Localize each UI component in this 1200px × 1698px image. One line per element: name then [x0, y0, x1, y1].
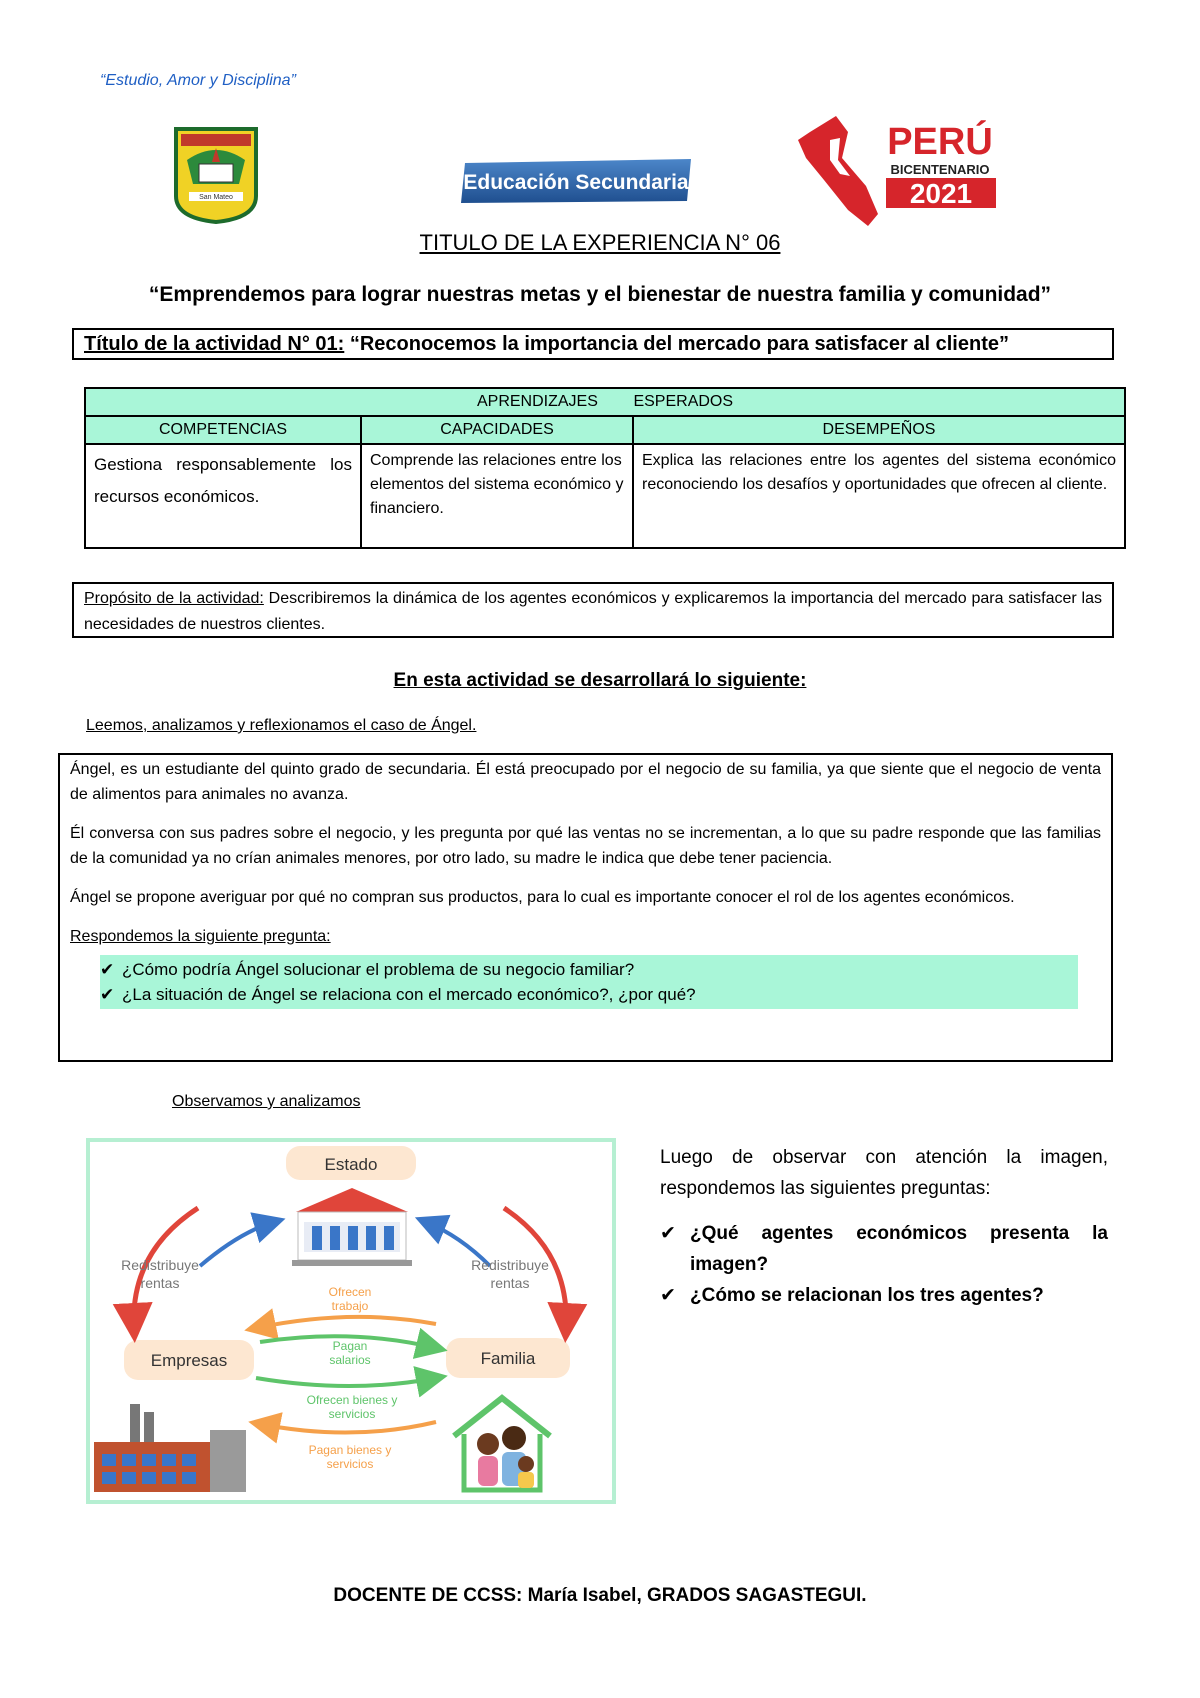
education-banner-text: Educación Secundaria: [463, 171, 689, 194]
observe-heading: Observamos y analizamos: [172, 1093, 361, 1110]
case-paragraph: Ángel, es un estudiante del quinto grado de secundaria. Él está preocupado por el negocio de su familia, ya que siente que el negocio de venta de alimentos para animales no avanza.: [70, 761, 1101, 803]
family-label: Familia: [480, 1349, 536, 1368]
purpose-label: Propósito de la actividad:: [84, 590, 264, 607]
learning-table: [84, 387, 1126, 549]
school-crest-logo: [173, 126, 259, 224]
pay-goods-label: Pagan bienes y: [308, 1443, 392, 1457]
question-heading: Respondemos la siguiente pregunta:: [70, 928, 331, 945]
question-item: ✔ ¿Cómo podría Ángel solucionar el problema de su negocio familiar?: [100, 957, 1078, 982]
pay-wages-label: Pagan: [332, 1339, 368, 1353]
cell-competencia: Gestiona responsablemente los recursos económicos.: [85, 444, 361, 548]
check-icon: ✔: [660, 1223, 676, 1244]
column-header-competencias: COMPETENCIAS: [85, 416, 361, 444]
svg-text:servicios: servicios: [328, 1407, 376, 1421]
redistribute-right-label: Redistribuye: [471, 1257, 549, 1273]
peru-title-text: PERÚ: [887, 121, 993, 163]
learning-table-header: APRENDIZAJES ESPERADOS: [85, 388, 1125, 416]
activity-label: Título de la actividad N° 01:: [84, 333, 345, 355]
case-heading: Leemos, analizamos y reflexionamos el caso de Ángel.: [86, 717, 477, 734]
peru-year-text: 2021: [909, 178, 973, 209]
crest-text: San Mateo: [199, 194, 233, 201]
experience-title: TITULO DE LA EXPERIENCIA N° 06: [419, 230, 781, 255]
redistribute-left-label: Redistribuye: [121, 1257, 199, 1273]
cell-capacidad: Comprende las relaciones entre los elementos del sistema económico y financiero.: [361, 444, 633, 548]
arrow-offer-goods: [256, 1378, 436, 1386]
check-icon: ✔: [100, 960, 115, 979]
analysis-question: ✔ ¿Cómo se relacionan los tres agentes?: [660, 1280, 1108, 1311]
state-label: Estado: [324, 1155, 378, 1174]
purpose-text: Describiremos la dinámica de los agentes económicos y explicaremos la importancia del mercado para satisfacer las necesidades de nuestros clientes.: [84, 590, 1102, 633]
case-paragraph: Ángel se propone averiguar por qué no compran sus productos, para lo cual es importante conocer el rol de los agentes económicos.: [70, 889, 1015, 906]
case-paragraph: Él conversa con sus padres sobre el negocio, y les pregunta por qué las ventas no se incrementan, a lo que su padre responde que las familias de la comunidad ya no crían animales menores, por otro lado, su madre le indica que debe tener paciencia.: [70, 825, 1101, 867]
economic-circuit-diagram: [86, 1138, 616, 1504]
column-header-capacidades: CAPACIDADES: [361, 416, 633, 444]
activity-title: “Reconocemos la importancia del mercado para satisfacer al cliente”: [344, 333, 1009, 355]
check-icon: ✔: [100, 985, 115, 1004]
school-motto: “Estudio, Amor y Disciplina”: [100, 72, 296, 89]
arrow-companies-to-state: [200, 1222, 274, 1266]
svg-text:trabajo: trabajo: [331, 1299, 369, 1313]
analysis-question: ✔ ¿Qué agentes económicos presenta la imagen?: [660, 1218, 1108, 1280]
offer-goods-label: Ofrecen bienes y: [306, 1393, 398, 1407]
svg-text:salarios: salarios: [329, 1353, 371, 1367]
column-header-desempenos: DESEMPEÑOS: [633, 416, 1125, 444]
svg-text:servicios: servicios: [326, 1457, 374, 1471]
svg-text:rentas: rentas: [140, 1275, 180, 1291]
analysis-questions: [660, 1142, 1108, 1311]
factory-icon: [94, 1404, 246, 1492]
family-house-icon: [454, 1398, 550, 1490]
check-icon: ✔: [660, 1285, 676, 1306]
case-box: [58, 753, 1113, 1062]
question-item: ✔ ¿La situación de Ángel se relaciona con el mercado económico?, ¿por qué?: [100, 982, 1078, 1007]
education-banner-logo: [459, 157, 695, 205]
offer-work-label: Ofrecen: [328, 1285, 372, 1299]
section-heading: En esta actividad se desarrollará lo siguiente:: [393, 670, 807, 691]
arrow-pay-goods: [260, 1422, 436, 1433]
peru-bicentenario-logo: [790, 110, 1010, 228]
analysis-intro: Luego de observar con atención la imagen, respondemos las siguientes preguntas:: [660, 1147, 1108, 1199]
activity-title-box: [72, 328, 1114, 360]
question-list: [100, 955, 1078, 1009]
experience-subtitle: “Emprendemos para lograr nuestras metas y el bienestar de nuestra familia y comunidad”: [148, 283, 1052, 306]
svg-text:rentas: rentas: [490, 1275, 530, 1291]
arrow-offer-work: [256, 1317, 436, 1328]
peru-sub-text: BICENTENARIO: [890, 162, 990, 177]
purpose-box: [72, 582, 1114, 638]
cell-desempeno: Explica las relaciones entre los agentes del sistema económico reconociendo los desafíos y oportunidades que ofrecen al cliente.: [633, 444, 1125, 548]
teacher-footer: DOCENTE DE CCSS: María Isabel, GRADOS SAGASTEGUI.: [333, 1585, 867, 1606]
state-building-icon: [292, 1188, 412, 1266]
companies-label: Empresas: [150, 1351, 228, 1370]
